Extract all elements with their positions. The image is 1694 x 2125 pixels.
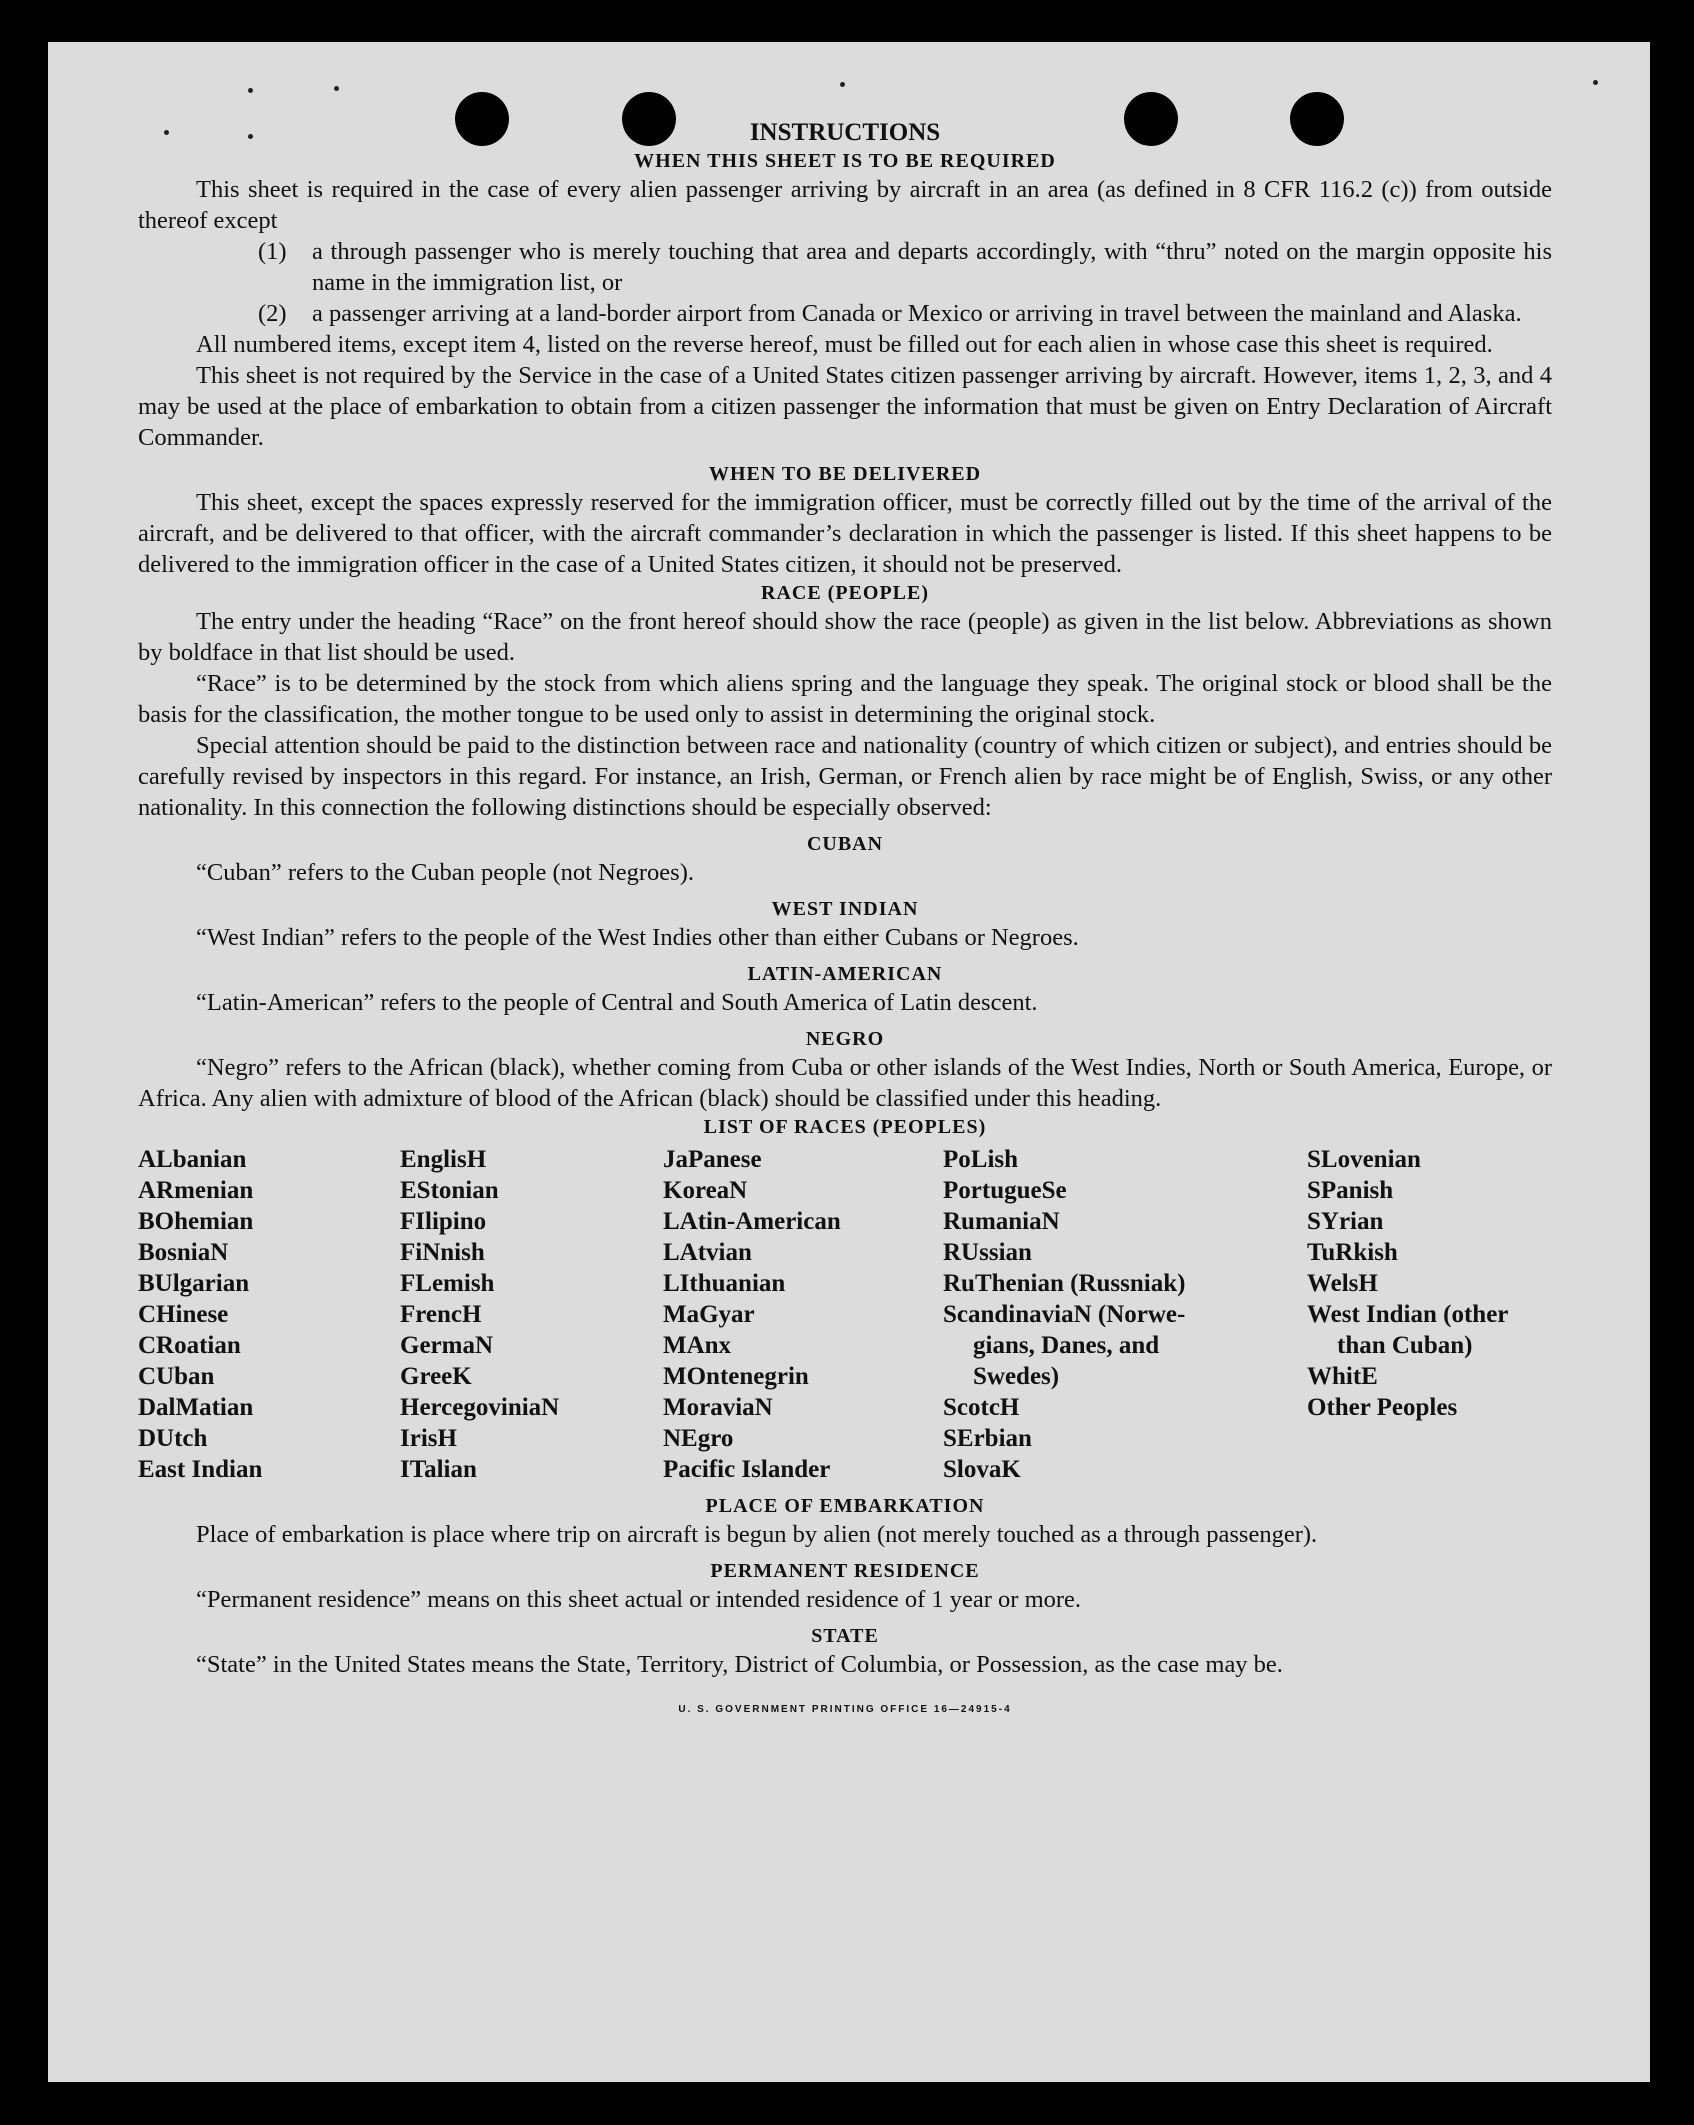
heading-embarkation: PLACE OF EMBARKATION bbox=[705, 1495, 985, 1517]
races-column bbox=[138, 1144, 400, 1485]
heading-cuban: CUBAN bbox=[806, 833, 884, 855]
race-item: Pacific Islander bbox=[663, 1456, 831, 1483]
races-column bbox=[663, 1144, 943, 1485]
race-item: ARmenian bbox=[138, 1177, 254, 1204]
race-item: ITalian bbox=[400, 1456, 477, 1483]
races-column bbox=[943, 1144, 1307, 1485]
race-item: RuThenian (Russniak) bbox=[943, 1270, 1186, 1297]
race-item: BosniaN bbox=[138, 1239, 229, 1266]
heading-latin-american: LATIN-AMERICAN bbox=[747, 963, 943, 985]
numbered-item bbox=[258, 298, 1552, 329]
race-item: TuRkish bbox=[1307, 1239, 1398, 1266]
race-item: KoreaN bbox=[663, 1177, 748, 1204]
speck bbox=[248, 88, 253, 93]
race-item: JaPanese bbox=[663, 1146, 762, 1173]
race-item: DalMatian bbox=[138, 1394, 254, 1421]
race-item: HercegoviniaN bbox=[400, 1394, 560, 1421]
race-item: MOntenegrin bbox=[663, 1363, 809, 1390]
item-text: a through passenger who is merely touching that area and departs accordingly, with “thru” noted on the margin opposite his name in the immigration list, or bbox=[312, 238, 1552, 296]
heading-permanent-residence: PERMANENT RESIDENCE bbox=[710, 1560, 980, 1582]
paragraph: Special attention should be paid to the distinction between race and nationality (country of which citizen or subject), and entries should be carefully revised by inspectors in this regard. For instance, an Irish, German, or French alien by race might be of English, Swiss, or any other nationality. In this connection the following distinctions should be especially observed: bbox=[138, 732, 1552, 821]
page-title: INSTRUCTIONS bbox=[749, 119, 941, 146]
races-list bbox=[138, 1144, 1552, 1485]
heading-negro: NEGRO bbox=[805, 1028, 885, 1050]
paragraph: “Permanent residence” means on this sheet actual or intended residence of 1 year or more. bbox=[196, 1586, 1082, 1613]
race-item: BUlgarian bbox=[138, 1270, 250, 1297]
heading-race: RACE (PEOPLE) bbox=[761, 582, 929, 604]
race-item: IrisH bbox=[400, 1425, 457, 1452]
race-item: ScotcH bbox=[943, 1394, 1020, 1421]
race-item: WelsH bbox=[1307, 1270, 1378, 1297]
paragraph: “Latin-American” refers to the people of Central and South America of Latin descent. bbox=[196, 989, 1038, 1016]
heading-list-of-races: LIST OF RACES (PEOPLES) bbox=[703, 1116, 987, 1138]
race-item: EnglisH bbox=[400, 1146, 487, 1173]
race-item: ScandinaviaN (Norwe- bbox=[943, 1301, 1186, 1328]
paragraph: Place of embarkation is place where trip on aircraft is begun by alien (not merely touched as a through passenger). bbox=[196, 1521, 1318, 1548]
race-item: SlovaK bbox=[943, 1456, 1021, 1483]
race-item: FIlipino bbox=[400, 1208, 487, 1235]
race-item: SErbian bbox=[943, 1425, 1032, 1452]
race-item: MaGyar bbox=[663, 1301, 755, 1328]
speck bbox=[334, 86, 339, 91]
paragraph: “State” in the United States means the State, Territory, District of Columbia, or Possession, as the case may be. bbox=[196, 1651, 1283, 1678]
race-item: FrencH bbox=[400, 1301, 482, 1328]
heading-when-required: WHEN THIS SHEET IS TO BE REQUIRED bbox=[634, 150, 1056, 172]
paragraph: “Negro” refers to the African (black), whether coming from Cuba or other islands of the West Indies, North or South America, Europe, or Africa. Any alien with admixture of blood of the African (black) should be classified under this heading. bbox=[138, 1054, 1552, 1112]
speck bbox=[840, 82, 845, 87]
race-item: West Indian (other bbox=[1307, 1301, 1509, 1328]
race-item: SYrian bbox=[1307, 1208, 1384, 1235]
paragraph: This sheet is not required by the Service in the case of a United States citizen passenger arriving by aircraft. However, items 1, 2, 3, and 4 may be used at the place of embarkation to obtain from a citizen passenger the information that must be given on Entry Declaration of Aircraft Commander. bbox=[138, 362, 1552, 451]
race-item: FiNnish bbox=[400, 1239, 485, 1266]
race-item: EStonian bbox=[400, 1177, 499, 1204]
race-item: FLemish bbox=[400, 1270, 495, 1297]
paragraph: This sheet, except the spaces expressly reserved for the immigration officer, must be correctly filled out by the time of the arrival of the aircraft, and be delivered to that officer, with the aircraft commander’s declaration in which the passenger is listed. If this sheet happens to be delivered to the immigration officer in the case of a United States citizen, it should not be preserved. bbox=[138, 489, 1552, 578]
item-number: (1) bbox=[258, 238, 287, 265]
race-item: East Indian bbox=[138, 1456, 263, 1483]
race-item: Swedes) bbox=[973, 1363, 1060, 1390]
printer-imprint: U. S. GOVERNMENT PRINTING OFFICE 16—24915-4 bbox=[678, 1704, 1012, 1715]
race-item: RumaniaN bbox=[943, 1208, 1060, 1235]
heading-when-delivered: WHEN TO BE DELIVERED bbox=[708, 463, 982, 485]
paragraph: The entry under the heading “Race” on the front hereof should show the race (people) as given in the list below. Abbreviations as shown by boldface in that list should be used. bbox=[138, 608, 1552, 666]
race-item: ALbanian bbox=[138, 1146, 247, 1173]
race-item: CRoatian bbox=[138, 1332, 241, 1359]
race-item: LAtvian bbox=[663, 1239, 752, 1266]
paragraph: “Cuban” refers to the Cuban people (not Negroes). bbox=[196, 859, 694, 886]
race-item: LAtin-American bbox=[663, 1208, 841, 1235]
numbered-item bbox=[258, 236, 1552, 298]
race-item: CHinese bbox=[138, 1301, 229, 1328]
race-item: Other Peoples bbox=[1307, 1394, 1458, 1421]
race-item: BOhemian bbox=[138, 1208, 254, 1235]
race-item: PortugueSe bbox=[943, 1177, 1067, 1204]
race-item: RUssian bbox=[943, 1239, 1032, 1266]
race-item: LIthuanian bbox=[663, 1270, 786, 1297]
race-item: PoLish bbox=[943, 1146, 1019, 1173]
paragraph: This sheet is required in the case of every alien passenger arriving by aircraft in an area (as defined in 8 CFR 116.2 (c)) from outside thereof except bbox=[138, 176, 1552, 234]
paragraph: “West Indian” refers to the people of the West Indies other than either Cubans or Negroes. bbox=[196, 924, 1079, 951]
races-column bbox=[1307, 1144, 1552, 1485]
race-item: CUban bbox=[138, 1363, 215, 1390]
race-item: gians, Danes, and bbox=[973, 1332, 1160, 1359]
race-item: DUtch bbox=[138, 1425, 208, 1452]
item-number: (2) bbox=[258, 300, 287, 327]
race-item: NEgro bbox=[663, 1425, 734, 1452]
races-column bbox=[400, 1144, 663, 1485]
race-item: GermaN bbox=[400, 1332, 494, 1359]
race-item: than Cuban) bbox=[1337, 1332, 1473, 1359]
race-item: WhitE bbox=[1307, 1363, 1378, 1390]
race-item: MAnx bbox=[663, 1332, 732, 1359]
speck bbox=[1593, 80, 1598, 85]
heading-west-indian: WEST INDIAN bbox=[771, 898, 919, 920]
document-body bbox=[138, 118, 1552, 1725]
race-item: SPanish bbox=[1307, 1177, 1394, 1204]
race-item: GreeK bbox=[400, 1363, 472, 1390]
paragraph: All numbered items, except item 4, listed on the reverse hereof, must be filled out for each alien in whose case this sheet is required. bbox=[196, 331, 1493, 358]
race-item: SLovenian bbox=[1307, 1146, 1421, 1173]
item-text: a passenger arriving at a land-border airport from Canada or Mexico or arriving in travel between the mainland and Alaska. bbox=[312, 300, 1522, 327]
paragraph: “Race” is to be determined by the stock from which aliens spring and the language they speak. The original stock or blood shall be the basis for the classification, the mother tongue to be used only to assist in determining the original stock. bbox=[138, 670, 1552, 728]
heading-state: STATE bbox=[811, 1625, 879, 1647]
race-item: MoraviaN bbox=[663, 1394, 773, 1421]
